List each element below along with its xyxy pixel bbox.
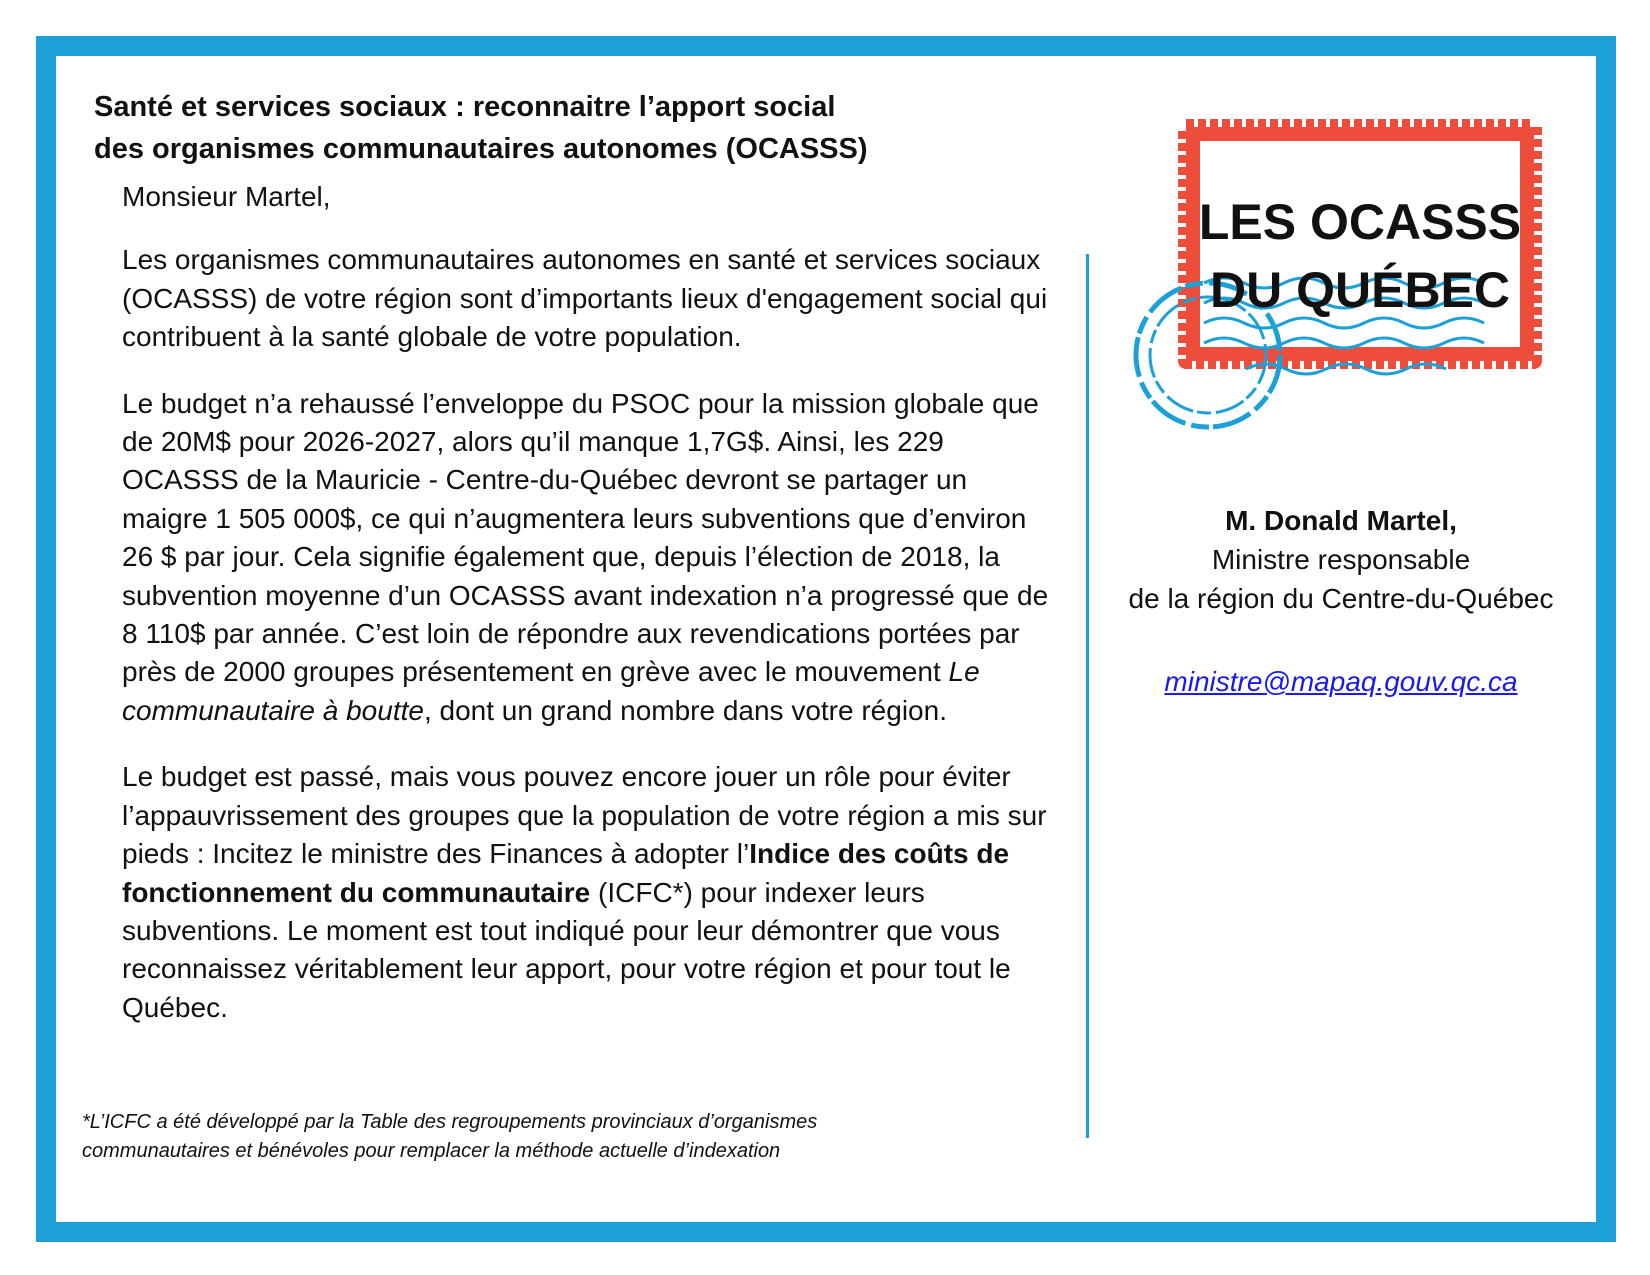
recipient-email-link[interactable]: ministre@mapaq.gouv.qc.ca xyxy=(1164,666,1518,697)
footnote-line-2: communautaires et bénévoles pour remplacer la méthode actuelle d’indexation xyxy=(82,1140,781,1162)
title-line-2: des organismes communautaires autonomes (OCASSS) xyxy=(94,133,868,165)
movement-name: Le communautaire à boutte xyxy=(122,656,980,726)
postcard-title xyxy=(94,86,868,170)
stamp-text-line-1: LES OCASSS xyxy=(1198,194,1522,250)
recipient-role: Ministre responsable xyxy=(1211,544,1471,575)
recipient-name: M. Donald Martel, xyxy=(1225,505,1457,536)
postcard xyxy=(36,36,1616,1242)
icfc-name: Indice des coûts de fonctionnement du communautaire xyxy=(122,838,1010,908)
stamp-text-line-2: DU QUÉBEC xyxy=(1209,262,1511,318)
letter-paragraph-1: Les organismes communautaires autonomes en santé et services sociaux (OCASSS) de votre région sont d’importants lieux d'engagement social qui contribuent à la santé globale de votre population. xyxy=(122,244,1048,353)
letter-paragraph-2 xyxy=(122,385,1057,731)
footnote-line-1: *L’ICFC a été développé par la Table des regroupements provinciaux d’organismes xyxy=(82,1111,818,1133)
paragraph-3-end: (ICFC*) pour indexer leurs subventions. Le moment est tout indiqué pour leur démontrer que vous reconnaissez véritablement leur apport, pour votre région et pour tout le Québec. xyxy=(122,876,1011,1023)
footnote xyxy=(82,1108,1042,1166)
paragraph-3-text: Le budget est passé, mais vous pouvez encore jouer un rôle pour éviter l’appauvrissement des groupes que la population de votre région a mis sur pieds : Incitez le ministre des Finances à adopter l’ xyxy=(122,761,1047,870)
recipient-address xyxy=(1089,501,1593,701)
paragraph-2-text: Le budget n’a rehaussé l’enveloppe du PSOC pour la mission globale que de 20M$ pour 2026-2027, alors qu’il manque 1,7G$. Ainsi, les 229 OCASSS de la Mauricie - Centre-du-Québec devront se partager un maigre 1 505 000$, ce qui n’augmentera leurs subventions que d’environ 26 $ par jour. Cela signifie également que, depuis l’élection de 2018, la subvention moyenne d’un OCASSS avant indexation n’a progressé que de 8 110$ par année. C’est loin de répondre aux revendications portées par près de 2000 groupes présentement en grève avec le mouvement xyxy=(122,387,1049,688)
paragraph-2-end: , dont un grand nombre dans votre région. xyxy=(423,694,947,726)
letter-paragraph-3 xyxy=(122,758,1057,1027)
letter-body xyxy=(122,178,1057,1055)
recipient-region: de la région du Centre-du-Québec xyxy=(1128,583,1554,614)
letter-greeting: Monsieur Martel, xyxy=(122,181,331,212)
stamp xyxy=(1126,97,1616,477)
title-line-1: Santé et services sociaux : reconnaitre l’apport social xyxy=(94,91,836,123)
